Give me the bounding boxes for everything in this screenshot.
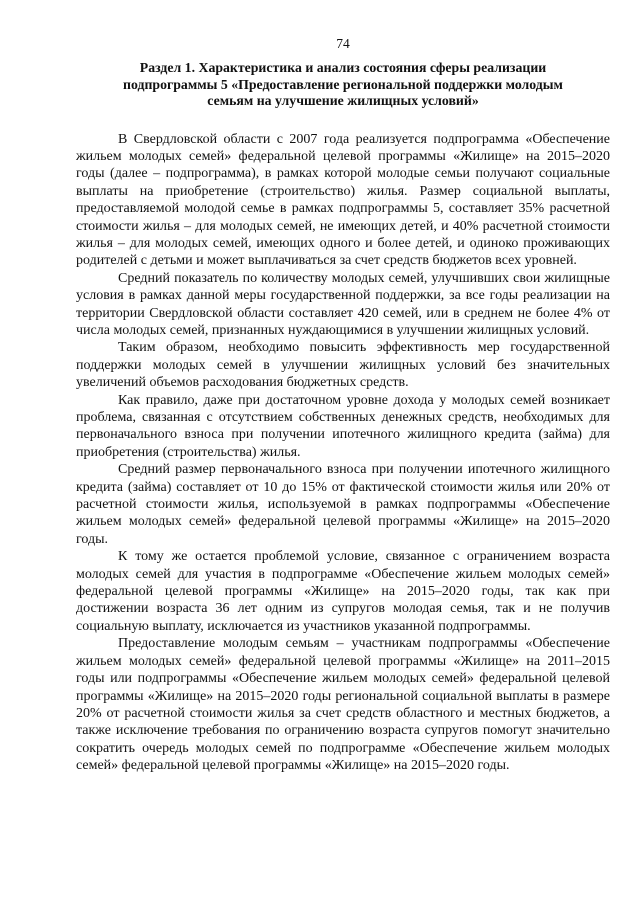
paragraph: Средний размер первоначального взноса при получении ипотечного жилищного кредита (займа) составляет от 10 до 15% от фактической стоимости жилья или 20% от расчетной стоимости жилья, используемой в рамках подпрограммы «Обеспечение жильем молодых семей» федеральной целевой программы «Жилище» на 2015–2020 годы. (76, 462, 610, 547)
paragraph: Предоставление молодым семьям – участникам подпрограммы «Обеспечение жильем молодых семей» федеральной целевой программы «Жилище» на 2011–2015 годы или подпрограммы «Обеспечение жильем молодых семей» федеральной целевой программы «Жилище» на 2015–2020 годы региональной социальной выплаты в размере 20% от расчетной стоимости жилья за счет средств областного и местных бюджетов, а также исключение требования по ограничению возраста супругов помогут значительно сократить очередь молодых семей по подпрограмме «Обеспечение жильем молодых семей» федеральной целевой программы «Жилище» на 2015–2020 годы. (76, 636, 610, 774)
paragraph: Таким образом, необходимо повысить эффективность мер государственной поддержки молодых семей в улучшении жилищных условий без значительных увеличений объемов расходования бюджетных средств. (76, 340, 610, 391)
section-title-line: Раздел 1. Характеристика и анализ состояния сферы реализации (139, 60, 547, 75)
section-title (76, 60, 610, 110)
paragraph: Средний показатель по количеству молодых семей, улучшивших свои жилищные условия в рамках данной меры государственной поддержки, за все годы реализации на территории Свердловской области составляет 420 семей, или в среднем не более 4% от числа молодых семей, признанных нуждающимися в улучшении жилищных условий. (76, 270, 610, 338)
paragraph: Как правило, даже при достаточном уровне дохода у молодых семей возникает проблема, связанная с отсутствием собственных денежных средств, необходимых для первоначального взноса при получении ипотечного жилищного кредита (займа) для приобретения (строительства) жилья. (76, 392, 610, 460)
paragraph: В Свердловской области с 2007 года реализуется подпрограмма «Обеспечение жильем молодых семей» федеральной целевой программы «Жилище» на 2015–2020 годы (далее – подпрограмма), в рамках которой молодые семьи получают социальные выплаты на приобретение (строительство) жилья. Размер социальной выплаты, предоставляемой молодой семье в рамках подпрограммы 5, составляет 35% расчетной стоимости жилья – для молодых семей, не имеющих детей, и 40% расчетной стоимости жилья – для молодых семей, имеющих одного и более детей, и одиноко проживающих родителей с детьми и может выплачиваться за счет средств бюджетов всех уровней. (76, 131, 610, 269)
page-number: 74 (336, 36, 350, 51)
section-title-line: подпрограммы 5 «Предоставление региональной поддержки молодым (123, 76, 563, 92)
body-text (76, 131, 610, 775)
section-title-line: семьям на улучшение жилищных условий» (207, 93, 479, 108)
paragraph: К тому же остается проблемой условие, связанное с ограничением возраста молодых семей для участия в подпрограмме «Обеспечение жильем молодых семей» федеральной целевой программы «Жилище» на 2015–2020 годы, так как при достижении возраста 36 лет одним из супругов молодая семья, так и не получив социальную выплату, исключается из участников указанной подпрограммы. (76, 549, 610, 634)
